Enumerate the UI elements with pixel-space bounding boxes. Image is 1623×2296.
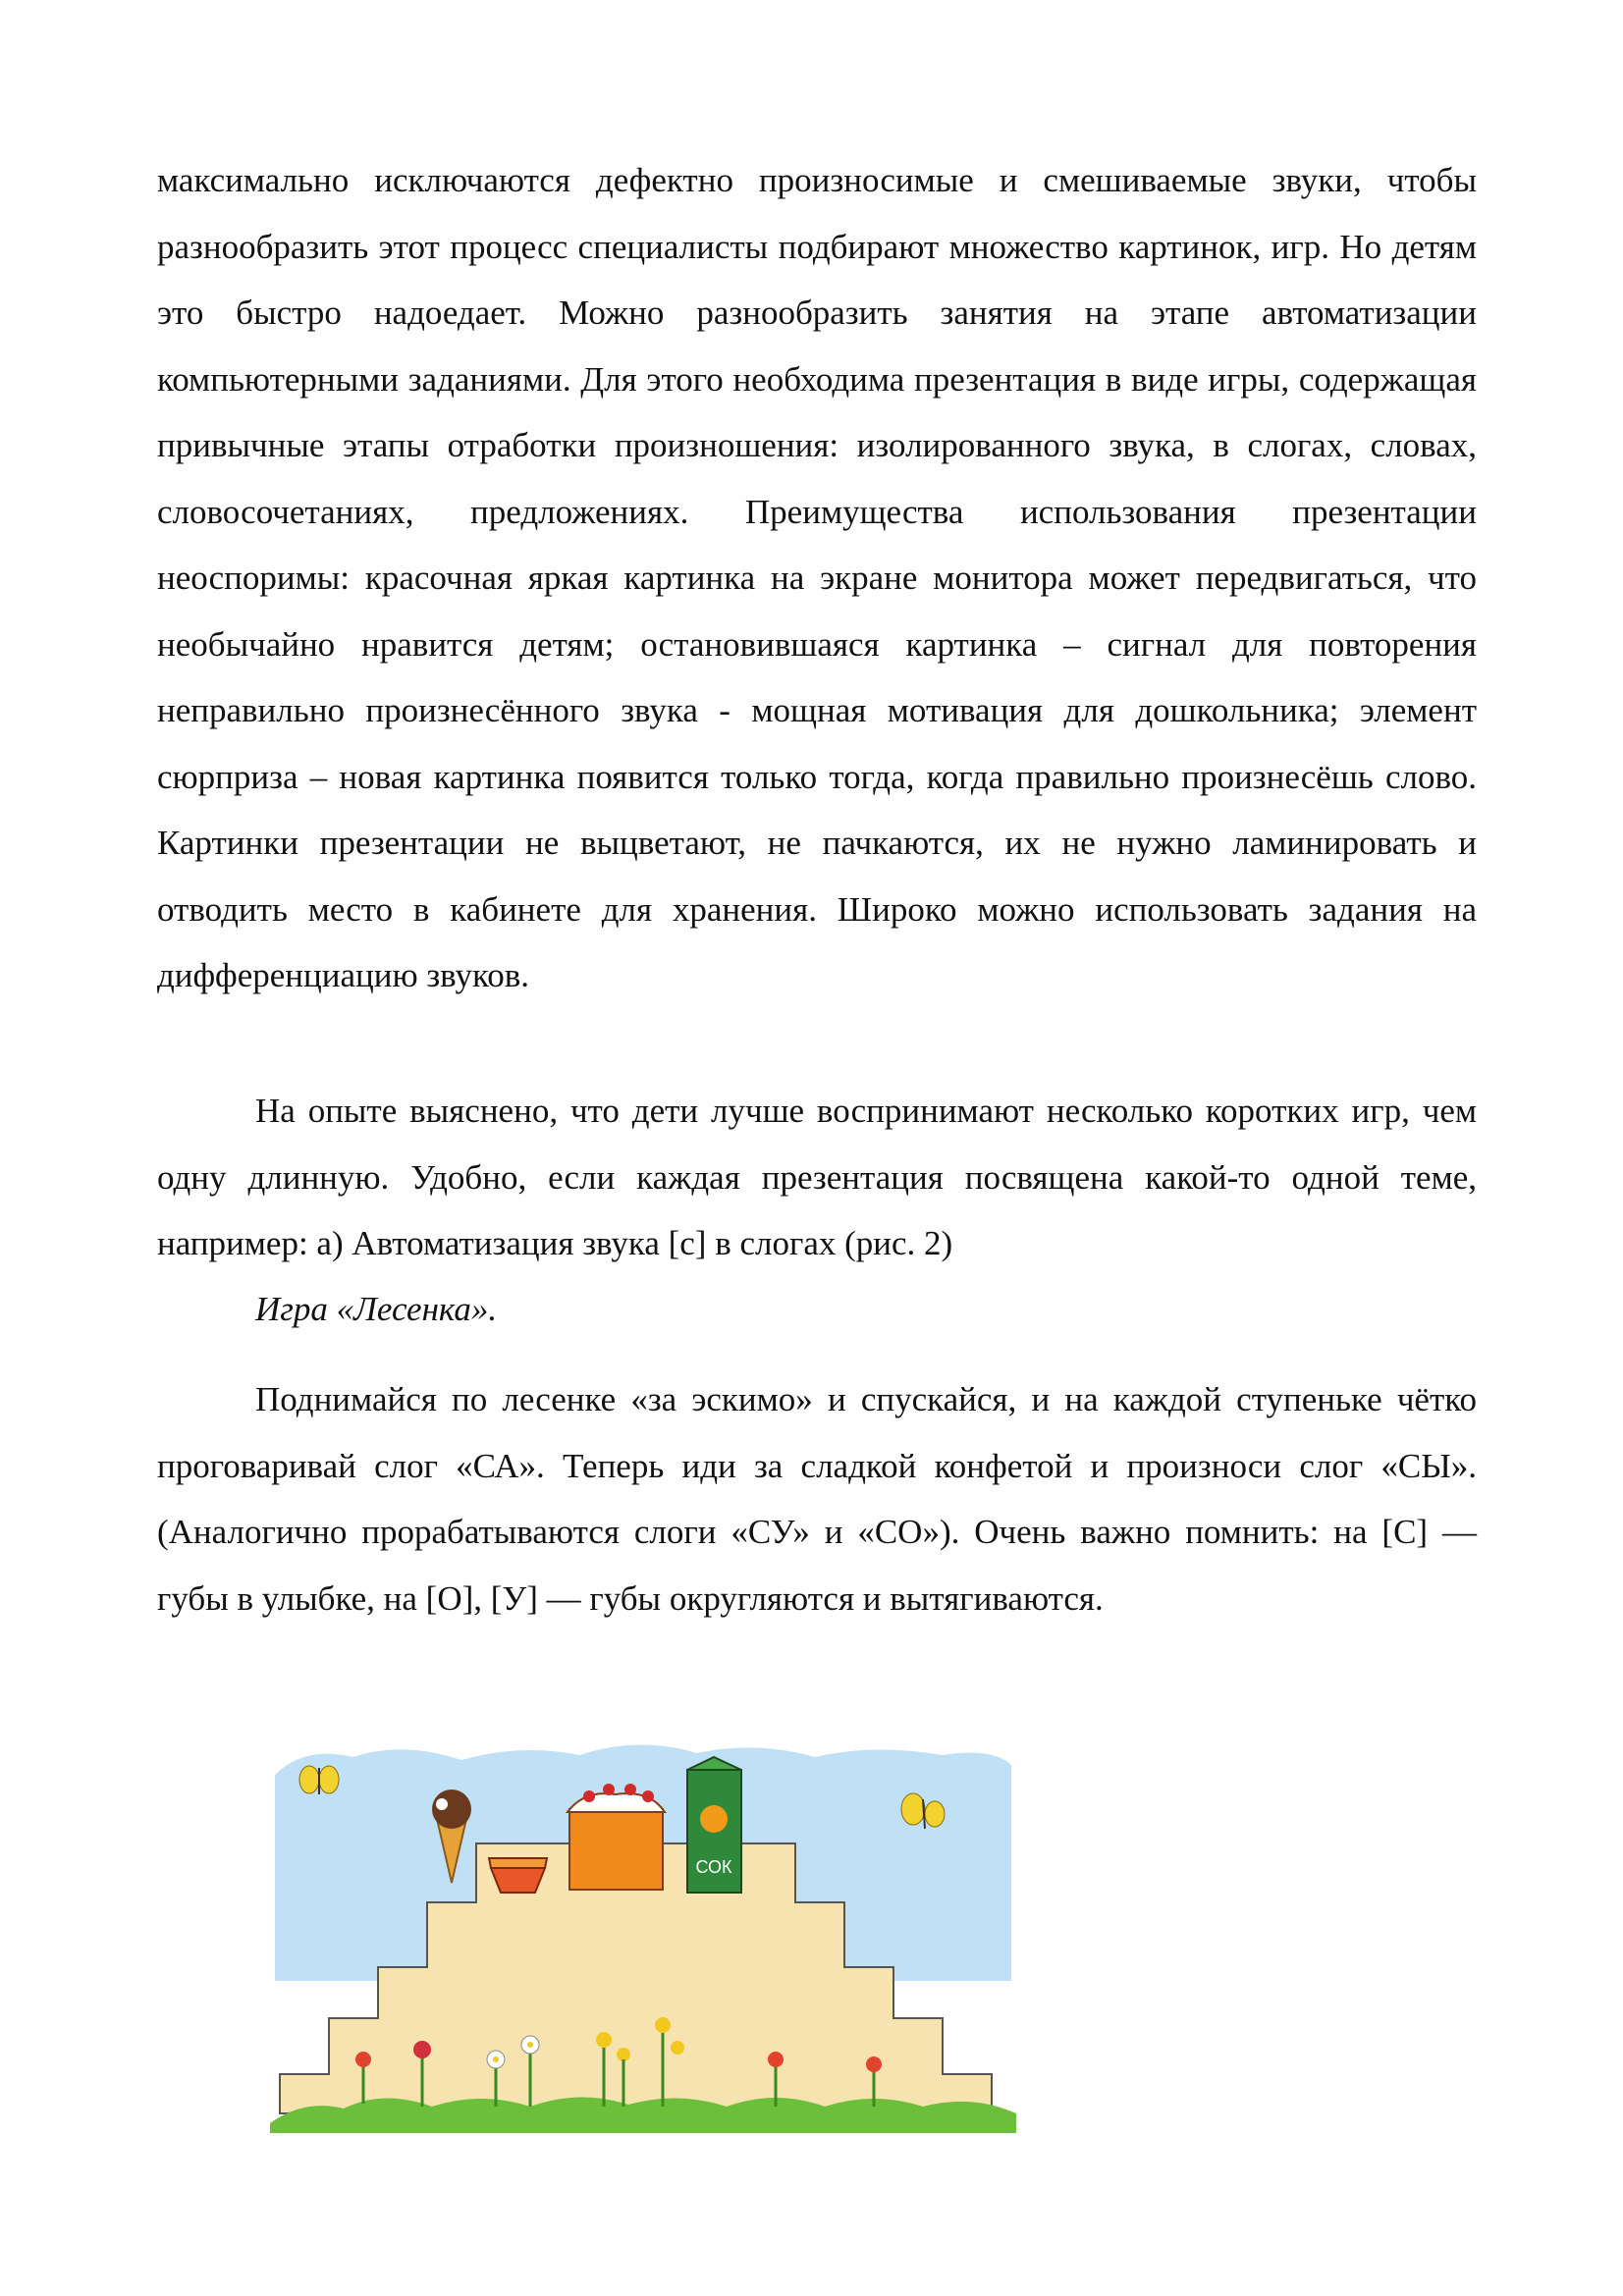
game-title: Игра «Лесенка». [255, 1290, 498, 1328]
paragraph-short-games: На опыте выяснено, что дети лучше воспринимают несколько коротких игр, чем одну длинную. Удобно, если каждая презентация посвящена какой-то одной теме, например: а) Автоматизация звука [с] в слогах (рис. 2) [157, 1092, 1477, 1262]
paragraph-presentation-benefits: максимально исключаются дефектно произносимые и смешиваемые звуки, чтобы разнообразить этот процесс специалисты подбирают множество картинок, игр. Но детям это быстро надоедает. Можно разнообразить занятия на этапе автоматизации компьютерными заданиями. Для этого необходима презентация в виде игры, содержащая привычные этапы отработки произношения: изолированного звука, в слогах, словах, словосочетаниях, предложениях. Преимущества использования презентации неоспоримы: красочная яркая картинка на экране монитора может передвигаться, что необычайно нравится детям; остановившаяся картинка – сигнал для повторения неправильно произнесённого звука - мощная мотивация для дошкольника; элемент сюрприза – новая картинка появится только тогда, когда правильно произнесёшь слово. Картинки презентации не выцветают, не пачкаются, их не нужно ламинировать и отводить место в кабинете для хранения. Широко можно использовать задания на дифференциацию звуков. [157, 161, 1477, 994]
ladder-illustration-svg [265, 1735, 1021, 2133]
butterfly-left-icon [299, 1766, 339, 1794]
juice-carton-icon [687, 1757, 741, 1893]
juice-label: СОК [695, 1857, 732, 1877]
candy-box-icon [489, 1858, 547, 1893]
ladder-game-illustration [265, 1735, 1021, 2133]
grass [270, 2097, 1016, 2133]
cake-icon [568, 1784, 665, 1890]
paragraph-game-instructions: Поднимайся по лесенке «за эскимо» и спускайся, и на каждой ступеньке чётко проговаривай слог «СА». Теперь иди за сладкой конфетой и произноси слог «СЫ». (Аналогично прорабатываются слоги «СУ» и «СО»). Очень важно помнить: на [С] — губы в улыбке, на [О], [У] — губы округляются и вытягиваются. [157, 1380, 1477, 1618]
